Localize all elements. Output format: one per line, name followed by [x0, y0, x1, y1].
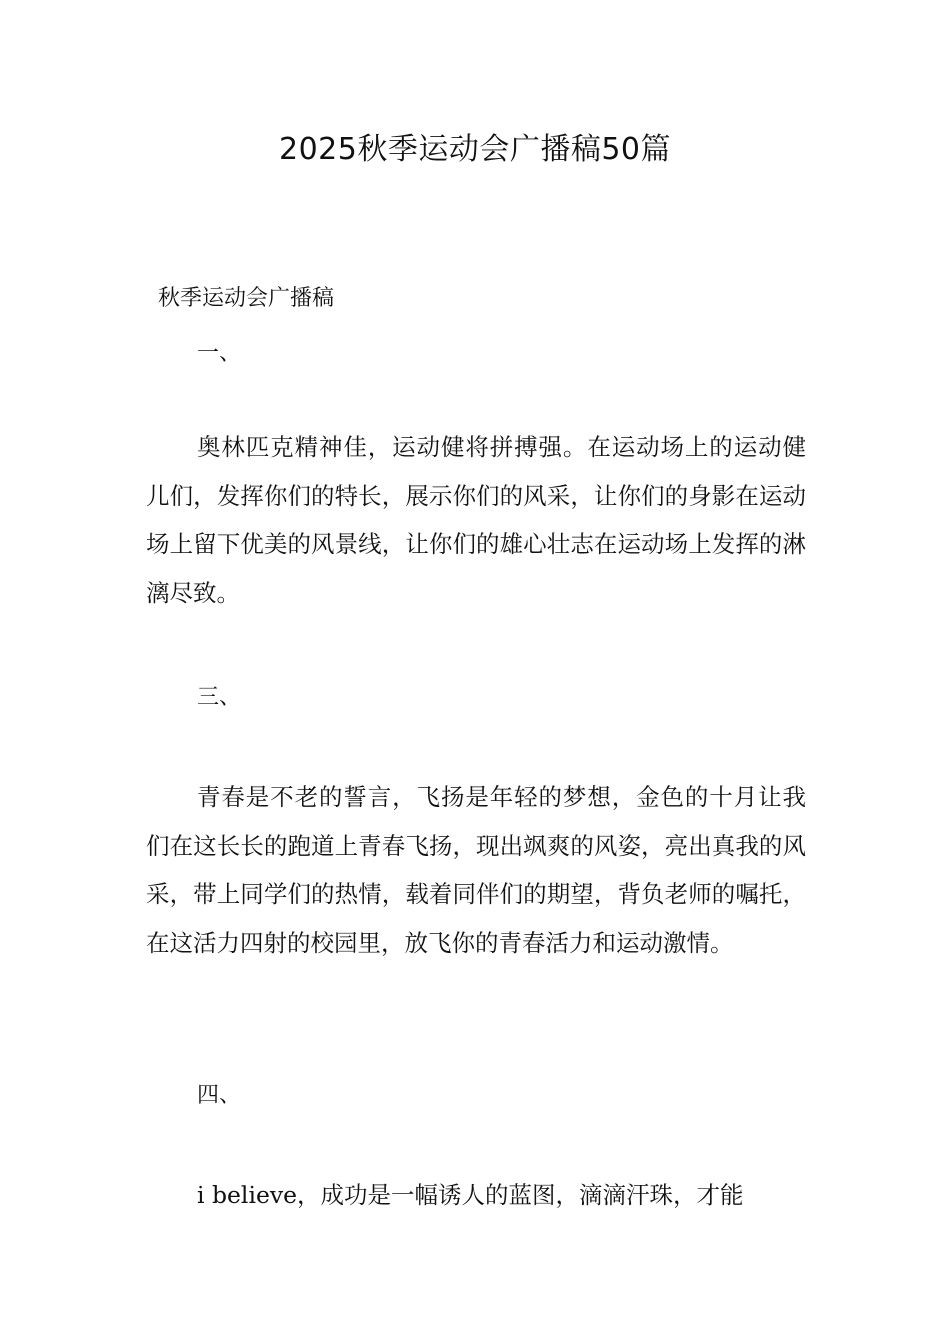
section-paragraph-3: i believe，成功是一幅诱人的蓝图，滴滴汗珠，才能: [197, 1181, 744, 1209]
section-heading-2: 三、: [197, 685, 242, 710]
section-heading-1: 一、: [197, 341, 242, 366]
document-title: 2025秋季运动会广播稿50篇: [278, 132, 672, 167]
section-paragraph-1: 奥林匹克精神佳，运动健将拼搏强。在运动场上的运动健儿们，发挥你们的特长，展示你们的风采，让你们的身影在运动场上留下优美的风景线，让你们的雄心壮志在运动场上发挥的淋漓尽致。: [146, 433, 806, 607]
document-subtitle: 秋季运动会广播稿: [158, 286, 335, 311]
section-heading-3: 四、: [197, 1083, 242, 1108]
section-paragraph-2: 青春是不老的誓言，飞扬是年轻的梦想，金色的十月让我们在这长长的跑道上青春飞扬，现出飒爽的风姿，亮出真我的风采，带上同学们的热情，载着同伴们的期望，背负老师的嘱托，在这活力四射的校园里，放飞你的青春活力和运动激情。: [146, 783, 806, 957]
